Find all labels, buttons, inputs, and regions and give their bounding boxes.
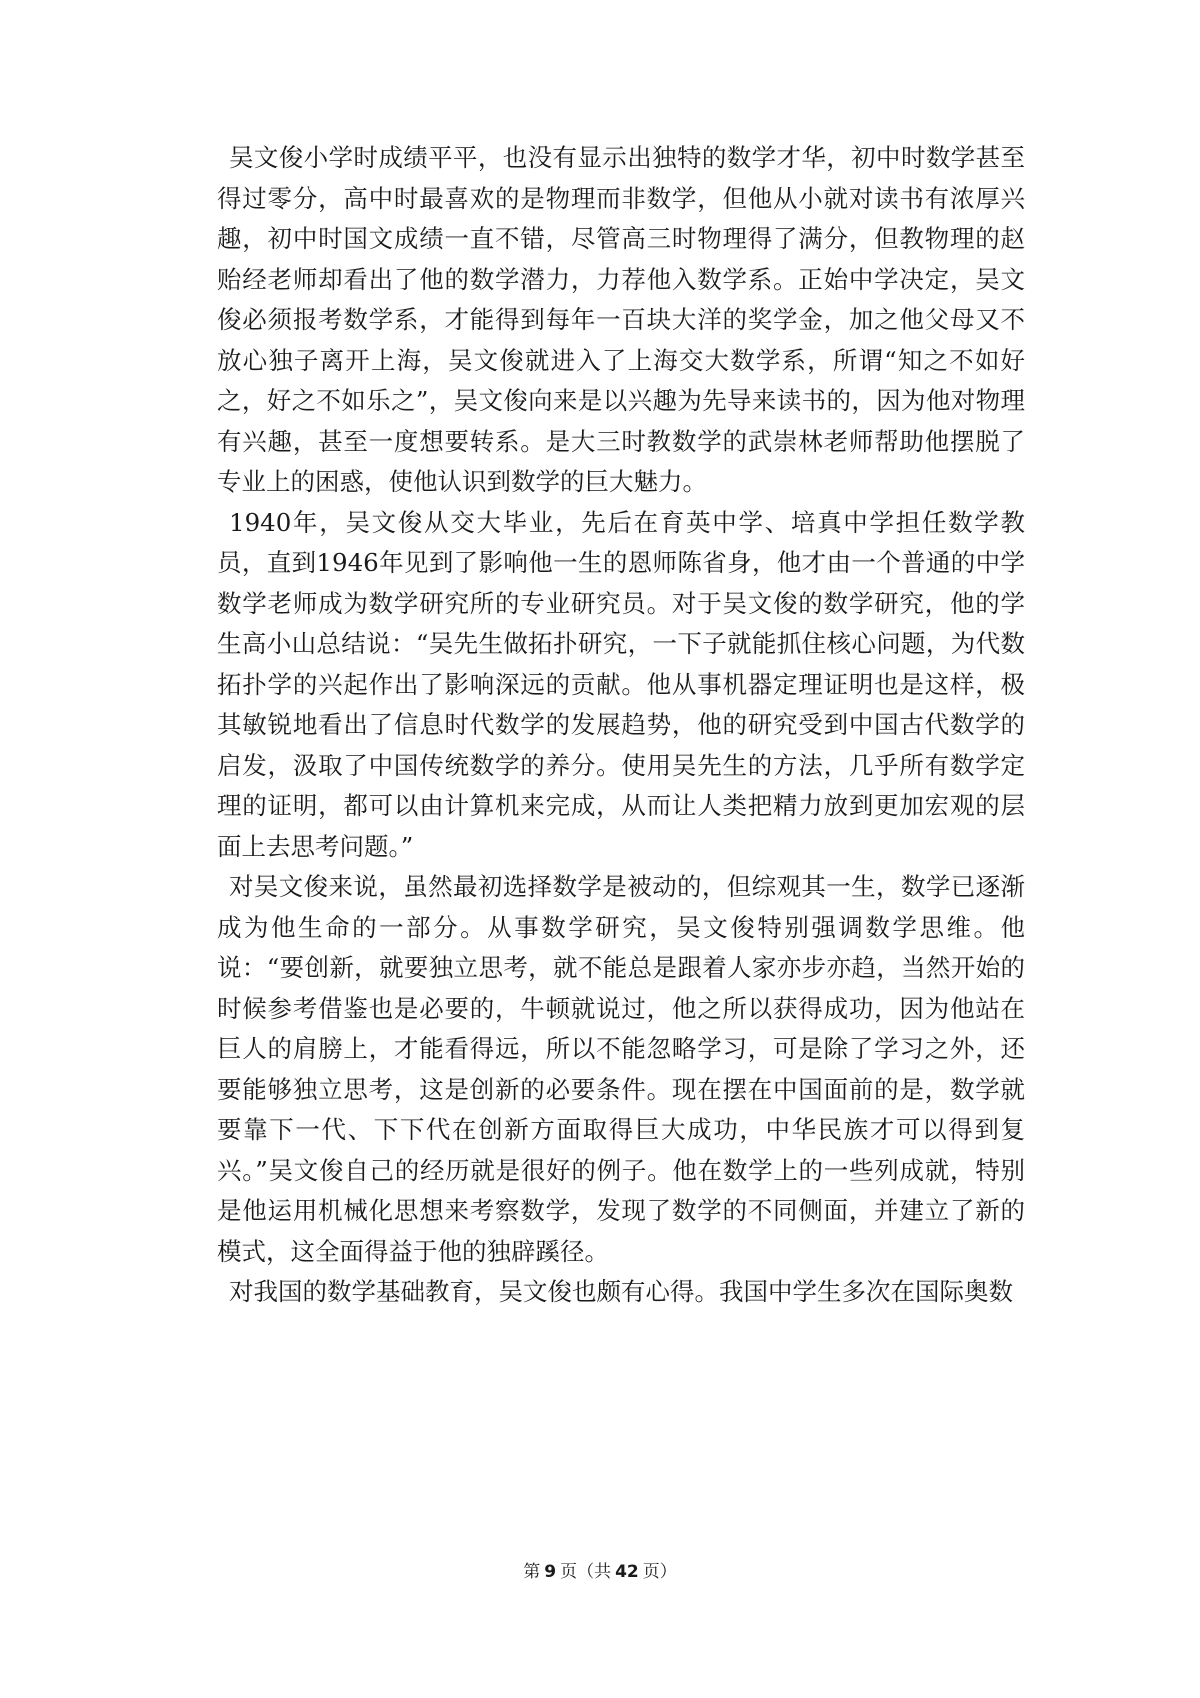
paragraph-2: 1940年，吴文俊从交大毕业，先后在育英中学、培真中学担任数学教员，直到1946年见到了影响他一生的恩师陈省身，他才由一个普通的中学数学老师成为数学研究所的专业研究员。对于吴文俊的数学研究，他的学生高小山总结说：“吴先生做拓扑研究，一下子就能抓住核心问题，为代数拓扑学的兴起作出了影响深远的贡献。他从事机器定理证明也是这样，极其敏锐地看出了信息时代数学的发展趋势，他的研究受到中国古代数学的启发，汲取了中国传统数学的养分。使用吴先生的方法，几乎所有数学定理的证明，都可以由计算机来完成，从而让人类把精力放到更加宏观的层面上去思考问题。” (217, 507, 1025, 861)
footer-suffix: 页） (642, 1562, 677, 1582)
page-footer (0, 1560, 1200, 1584)
footer-middle: 页（共 (560, 1562, 612, 1582)
total-pages-number: 42 (615, 1562, 639, 1582)
article-body (217, 138, 1025, 1313)
current-page-number: 9 (544, 1562, 557, 1582)
paragraph-1: 吴文俊小学时成绩平平，也没有显示出独特的数学才华，初中时数学甚至得过零分，高中时最喜欢的是物理而非数学，但他从小就对读书有浓厚兴趣，初中时国文成绩一直不错，尽管高三时物理得了满分，但教物理的赵贻经老师却看出了他的数学潜力，力荐他入数学系。正始中学决定，吴文俊必须报考数学系，才能得到每年一百块大洋的奖学金，加之他父母又不放心独子离开上海，吴文俊就进入了上海交大数学系，所谓“知之不如好之，好之不如乐之”，吴文俊向来是以兴趣为先导来读书的，因为他对物理有兴趣，甚至一度想要转系。是大三时教数学的武崇林老师帮助他摆脱了专业上的困惑，使他认识到数学的巨大魅力。 (217, 143, 1025, 496)
footer-prefix: 第 (523, 1562, 541, 1582)
paragraph-4: 对我国的数学基础教育，吴文俊也颇有心得。我国中学生多次在国际奥数 (229, 1277, 1013, 1306)
paragraph-3: 对吴文俊来说，虽然最初选择数学是被动的，但综观其一生，数学已逐渐成为他生命的一部分。从事数学研究，吴文俊特别强调数学思维。他说：“要创新，就要独立思考，就不能总是跟着人家亦步亦趋，当然开始的时候参考借鉴也是必要的，牛顿就说过，他之所以获得成功，因为他站在巨人的肩膀上，才能看得远，所以不能忽略学习，可是除了学习之外，还要能够独立思考，这是创新的必要条件。现在摆在中国面前的是，数学就要靠下一代、下下代在创新方面取得巨大成功，中华民族才可以得到复兴。”吴文俊自己的经历就是很好的例子。他在数学上的一些列成就，特别是他运用机械化思想来考察数学，发现了数学的不同侧面，并建立了新的模式，这全面得益于他的独辟蹊径。 (217, 872, 1025, 1266)
